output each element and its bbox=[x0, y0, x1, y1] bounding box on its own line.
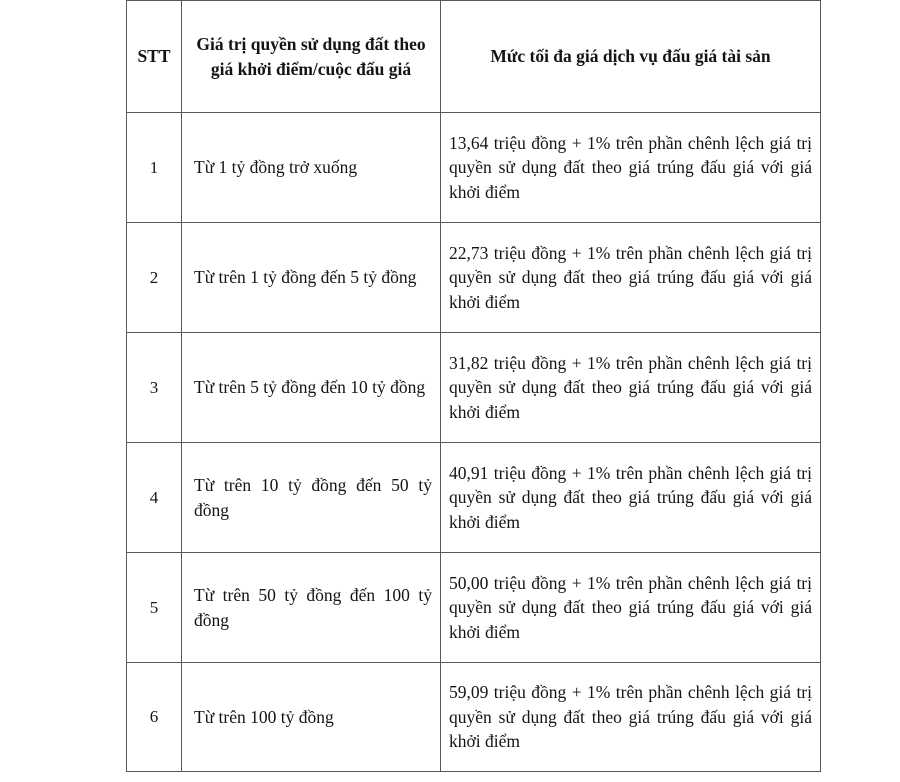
cell-range: Từ trên 50 tỷ đồng đến 100 tỷ đồng bbox=[182, 553, 441, 663]
cell-fee: 50,00 triệu đồng + 1% trên phần chênh lệch giá trị quyền sử dụng đất theo giá trúng đấu giá với giá khởi điểm bbox=[441, 553, 821, 663]
cell-fee: 22,73 triệu đồng + 1% trên phần chênh lệch giá trị quyền sử dụng đất theo giá trúng đấu giá với giá khởi điểm bbox=[441, 223, 821, 333]
cell-stt: 2 bbox=[127, 223, 182, 333]
cell-fee: 13,64 triệu đồng + 1% trên phần chênh lệch giá trị quyền sử dụng đất theo giá trúng đấu giá với giá khởi điểm bbox=[441, 113, 821, 223]
cell-fee: 40,91 triệu đồng + 1% trên phần chênh lệch giá trị quyền sử dụng đất theo giá trúng đấu giá với giá khởi điểm bbox=[441, 443, 821, 553]
cell-range: Từ trên 10 tỷ đồng đến 50 tỷ đồng bbox=[182, 443, 441, 553]
cell-range: Từ trên 1 tỷ đồng đến 5 tỷ đồng bbox=[182, 223, 441, 333]
auction-fee-table bbox=[126, 0, 821, 772]
column-header-stt: STT bbox=[127, 1, 182, 113]
table-row bbox=[127, 333, 821, 443]
table-row bbox=[127, 223, 821, 333]
cell-stt: 5 bbox=[127, 553, 182, 663]
table-header bbox=[127, 1, 821, 113]
table-row bbox=[127, 443, 821, 553]
cell-stt: 3 bbox=[127, 333, 182, 443]
table-body bbox=[127, 113, 821, 772]
cell-stt: 6 bbox=[127, 663, 182, 772]
cell-fee: 59,09 triệu đồng + 1% trên phần chênh lệch giá trị quyền sử dụng đất theo giá trúng đấu giá với giá khởi điểm bbox=[441, 663, 821, 772]
cell-range: Từ trên 100 tỷ đồng bbox=[182, 663, 441, 772]
header-row bbox=[127, 1, 821, 113]
column-header-land-use-right-value: Giá trị quyền sử dụng đất theo giá khởi điểm/cuộc đấu giá bbox=[182, 1, 441, 113]
table-row bbox=[127, 553, 821, 663]
cell-stt: 1 bbox=[127, 113, 182, 223]
cell-fee: 31,82 triệu đồng + 1% trên phần chênh lệch giá trị quyền sử dụng đất theo giá trúng đấu giá với giá khởi điểm bbox=[441, 333, 821, 443]
column-header-max-auction-service-price: Mức tối đa giá dịch vụ đấu giá tài sản bbox=[441, 1, 821, 113]
table-row bbox=[127, 113, 821, 223]
cell-range: Từ 1 tỷ đồng trở xuống bbox=[182, 113, 441, 223]
cell-stt: 4 bbox=[127, 443, 182, 553]
table-row bbox=[127, 663, 821, 772]
cell-range: Từ trên 5 tỷ đồng đến 10 tỷ đồng bbox=[182, 333, 441, 443]
